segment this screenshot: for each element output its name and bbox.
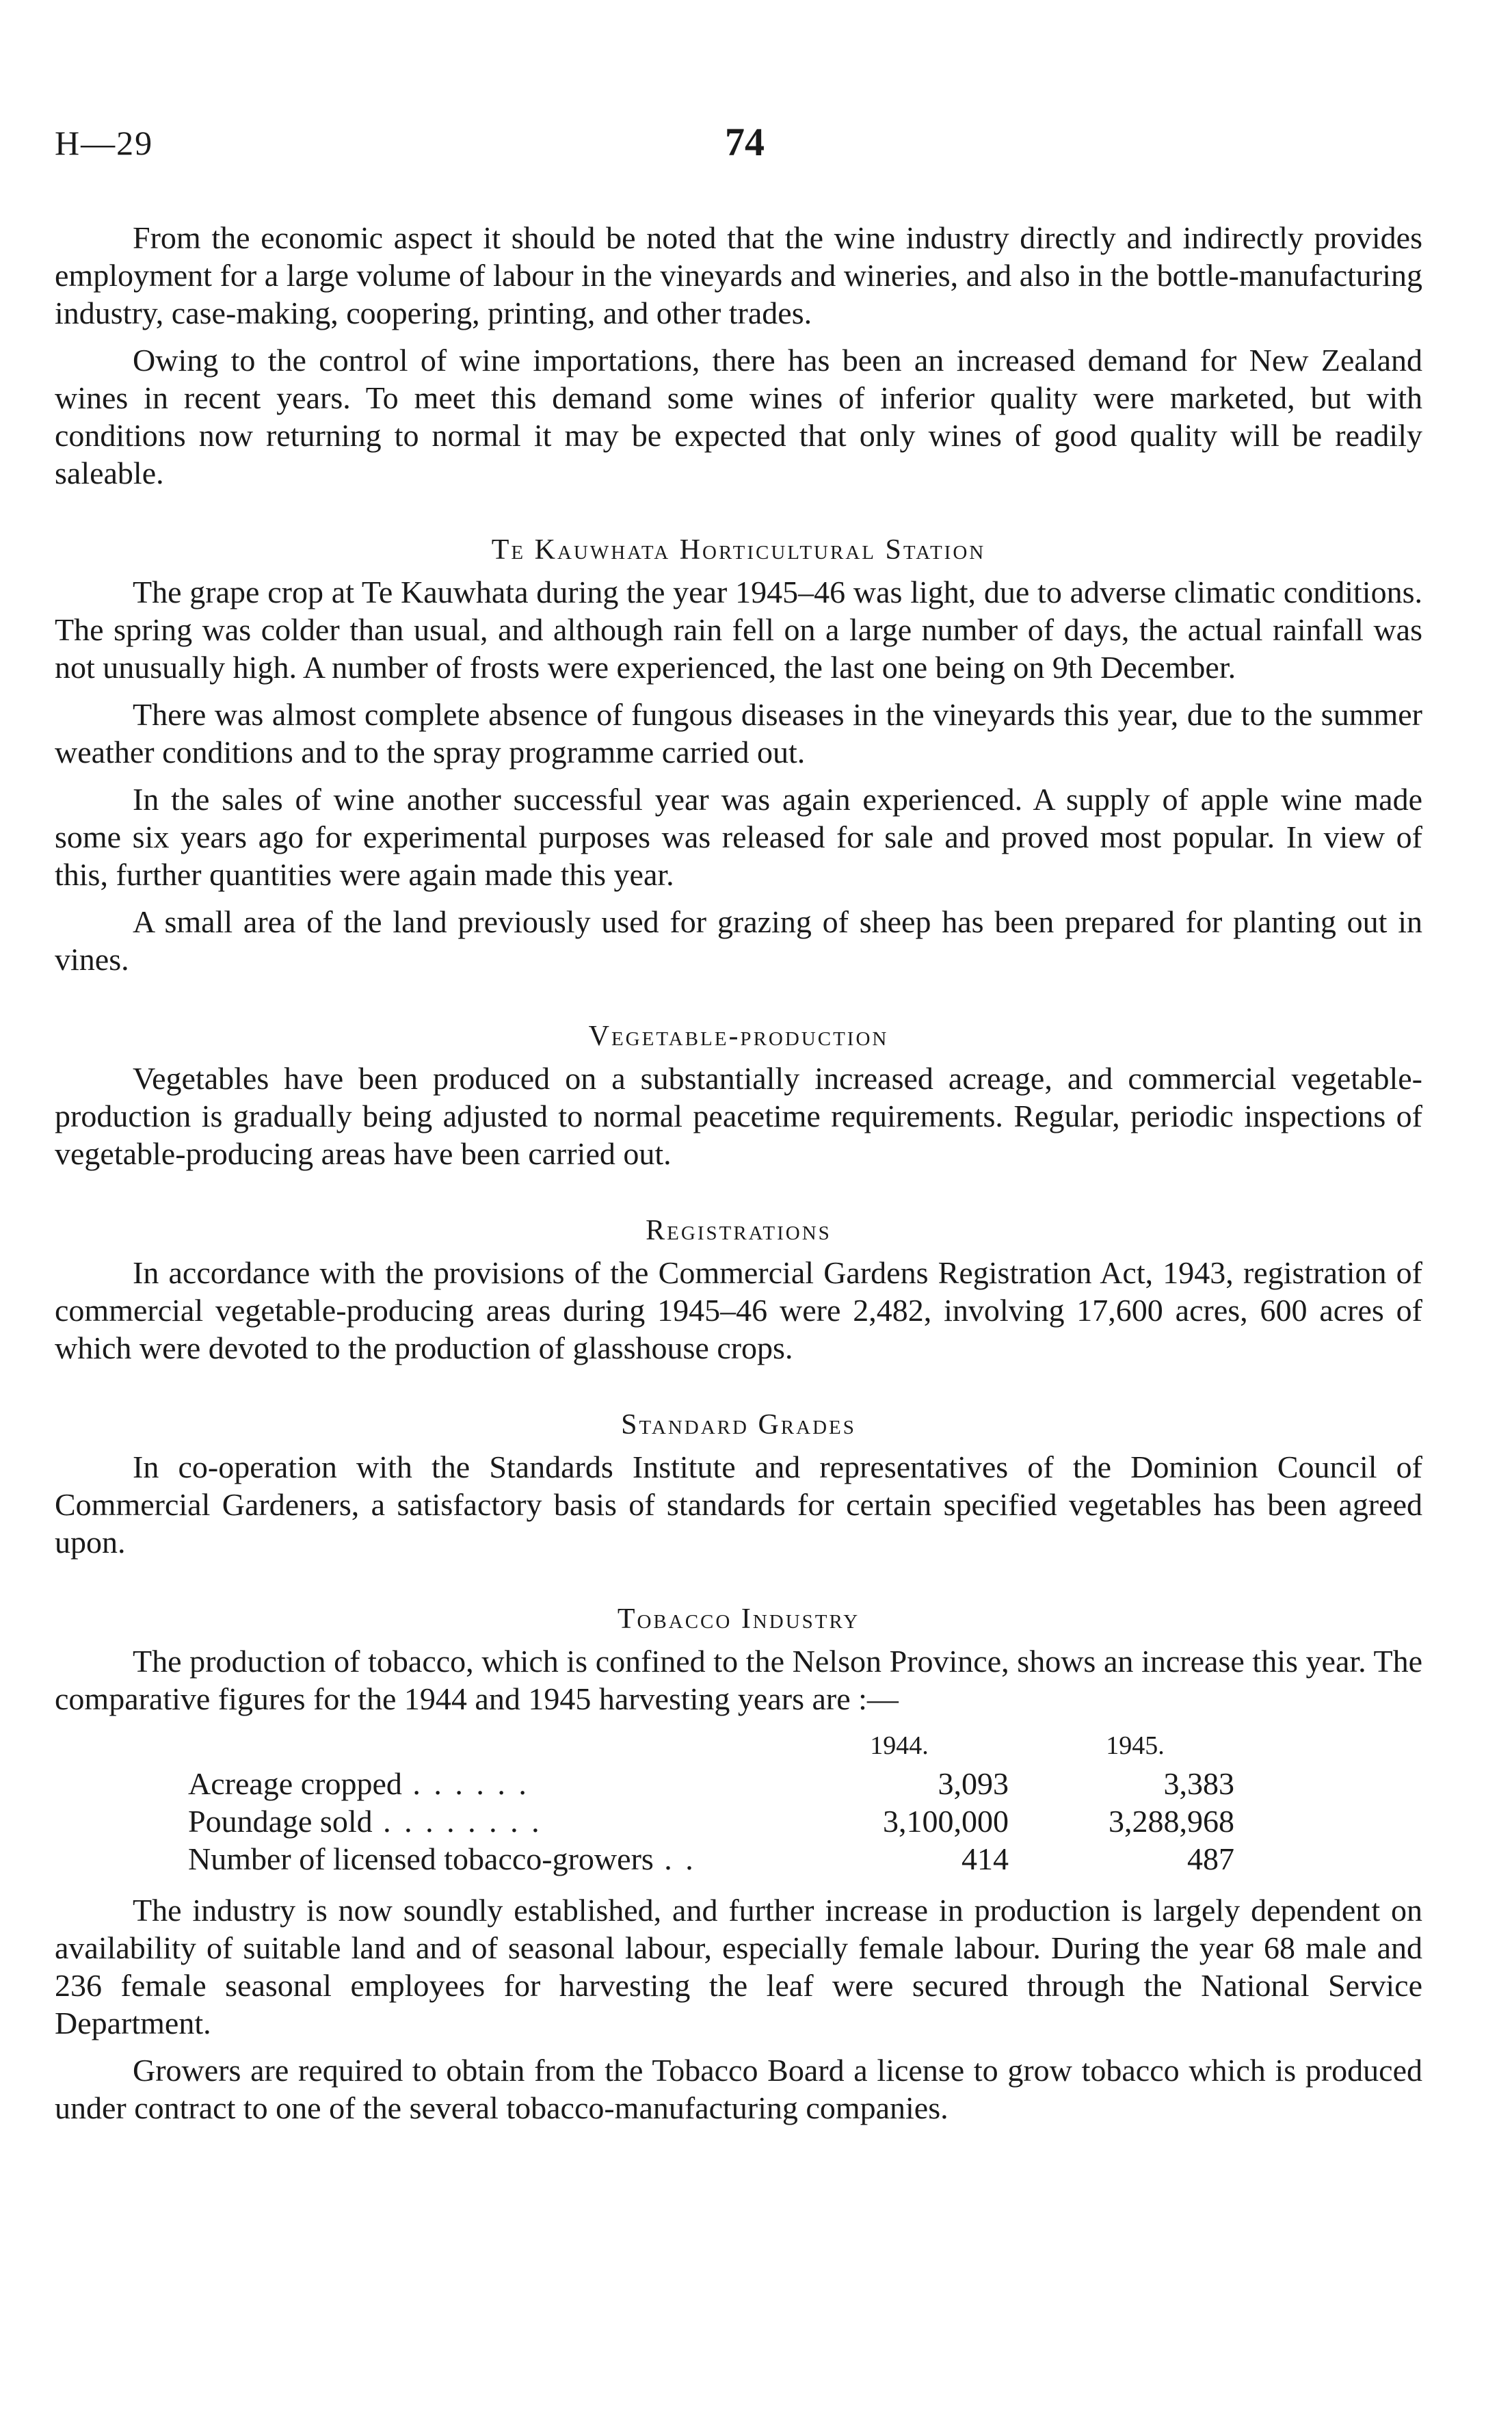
value-1944: 3,093 [938, 1766, 1009, 1801]
paragraph: There was almost complete absence of fungous diseases in the vineyards this year, due to the summer weather conditions and to the spray programme carried out. [55, 697, 1422, 770]
paragraph: In the sales of wine another successful year was again experienced. A supply of apple wine made some six years ago for experimental purposes was released for sale and proved most popular. In view of this, further quantities were again made this year. [55, 782, 1422, 892]
paragraph: The production of tobacco, which is confined to the Nelson Province, shows an increase this year. The comparative figures for the 1944 and 1945 harvesting years are :— [55, 1644, 1422, 1716]
tobacco-figures-table [188, 1727, 1234, 1878]
table-header-blank [188, 1727, 790, 1765]
value-1944: 414 [961, 1841, 1009, 1876]
row-label-cell [188, 1840, 790, 1878]
leader-dots: . . [653, 1841, 696, 1876]
table-row [188, 1840, 1234, 1878]
paragraph: Owing to the control of wine importations, there has been an increased demand for New Zealand wines in recent years. To meet this demand some wines of inferior quality were marketed, but with conditions now returning to normal it may be expected that only wines of good quality will be readily saleable. [55, 343, 1422, 490]
table-row [188, 1765, 1234, 1802]
row-label: Number of licensed tobacco-growers [188, 1841, 654, 1876]
page-number: 74 [725, 120, 765, 164]
row-label: Acreage cropped [188, 1766, 402, 1801]
leader-dots: . . . . . . . . [372, 1804, 542, 1839]
page-header [55, 120, 1457, 178]
column-header-1945: 1945. [1106, 1731, 1165, 1760]
paragraph: From the economic aspect it should be noted that the wine industry directly and indirectly provides employment for a large volume of labour in the vineyards and wineries, and also in the bottle-manufacturing industry, case-making, coopering, printing, and other trades. [55, 220, 1422, 330]
tobacco-figures-table-wrapper [55, 1727, 1422, 1878]
paragraph: Growers are required to obtain from the Tobacco Board a license to grow tobacco which is produced under contract to one of the several tobacco-manufacturing companies. [55, 2053, 1422, 2125]
section-heading-tobacco-industry: Tobacco Industry [617, 1603, 860, 1635]
section-heading-te-kauwhata: Te Kauwhata Horticultural Station [491, 534, 986, 566]
row-label: Poundage sold [188, 1804, 373, 1839]
leader-dots: . . . . . . [401, 1766, 529, 1801]
row-label-cell [188, 1802, 790, 1840]
table-row [188, 1802, 1234, 1840]
value-1945: 3,288,968 [1109, 1804, 1234, 1839]
row-label-cell [188, 1765, 790, 1802]
section-heading-registrations: Registrations [646, 1215, 832, 1246]
value-1945: 487 [1187, 1841, 1234, 1876]
paragraph: Vegetables have been produced on a substantially increased acreage, and commercial vegetable-production is gradually being adjusted to normal peacetime requirements. Regular, periodic inspections of vegetable-producing areas have been carried out. [55, 1061, 1422, 1171]
paragraph: In co-operation with the Standards Institute and representatives of the Dominion Council of Commercial Gardeners, a satisfactory basis of standards for certain specified vegetables has been agreed upon. [55, 1449, 1422, 1560]
page-body [55, 219, 1422, 2136]
paragraph: The industry is now soundly established, and further increase in production is largely dependent on availability of suitable land and of seasonal labour, especially female labour. During the year 68 male and 236 female seasonal employees for harvesting the leaf were secured through the National Service Department. [55, 1893, 1422, 2040]
document-reference: H—29 [55, 124, 154, 162]
section-heading-standard-grades: Standard Grades [621, 1409, 856, 1441]
section-heading-vegetable-production: Vegetable-production [588, 1021, 889, 1052]
paragraph: The grape crop at Te Kauwhata during the year 1945–46 was light, due to adverse climatic conditions. The spring was colder than usual, and although rain fell on a large number of days, the actual rainfall was not unusually high. A number of frosts were experienced, the last one being on 9th December. [55, 575, 1422, 685]
value-1945: 3,383 [1163, 1766, 1234, 1801]
paragraph: A small area of the land previously used for grazing of sheep has been prepared for planting out in vines. [55, 904, 1422, 977]
value-1944: 3,100,000 [883, 1804, 1009, 1839]
column-header-1944: 1944. [870, 1731, 929, 1760]
table-header-row [188, 1727, 1234, 1765]
paragraph: In accordance with the provisions of the Commercial Gardens Registration Act, 1943, registration of commercial vegetable-producing areas during 1945–46 were 2,482, involving 17,600 acres, 600 acres of which were devoted to the production of glasshouse crops. [55, 1255, 1422, 1365]
